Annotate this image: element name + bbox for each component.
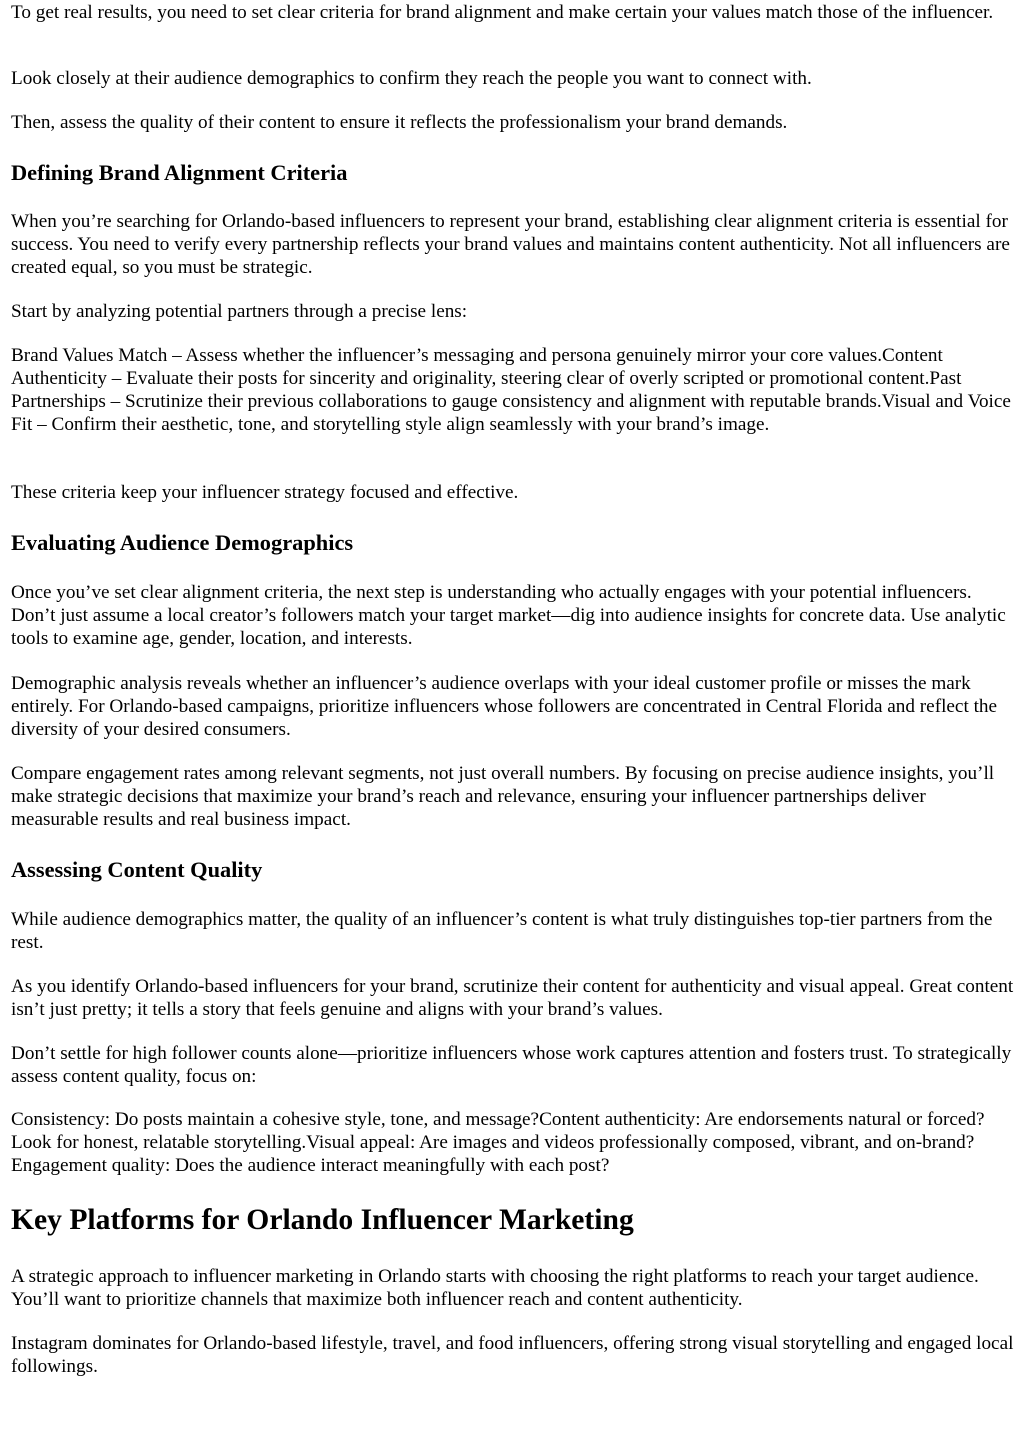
paragraph-identify-influencers: As you identify Orlando-based influencers for your brand, scrutinize their content for authenticity and visual appeal. Great content isn’t just pretty; it tells a story that feels genuine and aligns with your brand’s values.	[11, 976, 1014, 1020]
paragraph-follower-counts: Don’t settle for high follower counts alone—prioritize influencers whose work captures attention and fosters trust. To strategically assess content quality, focus on:	[11, 1043, 1012, 1087]
heading-content-quality: Assessing Content Quality	[11, 857, 263, 882]
paragraph-instagram: Instagram dominates for Orlando-based lifestyle, travel, and food influencers, offering strong visual storytelling and engaged local followings.	[11, 1333, 1014, 1377]
heading-audience-demographics: Evaluating Audience Demographics	[11, 530, 354, 555]
paragraph-audience-engagement: Once you’ve set clear alignment criteria, the next step is understanding who actually engages with your potential influencers. Don’t just assume a local creator’s followers match your target market—dig into audience insights for concrete data. Use analytic tools to examine age, gender, location, and interests.	[11, 582, 1006, 649]
paragraph-intro: To get real results, you need to set clear criteria for brand alignment and make certain your values match those of the influencer.	[11, 2, 994, 23]
paragraph-quality-intro: Then, assess the quality of their content to ensure it reflects the professionalism your brand demands.	[11, 112, 788, 133]
paragraph-engagement-rates: Compare engagement rates among relevant segments, not just overall numbers. By focusing on precise audience insights, you’ll make strategic decisions that maximize your brand’s reach and relevance, ensuring your influencer partnerships deliver measurable results and real business impact.	[11, 763, 995, 830]
heading-brand-alignment: Defining Brand Alignment Criteria	[11, 160, 348, 185]
paragraph-criteria-list: Brand Values Match – Assess whether the influencer’s messaging and persona genuinely mirror your core values.Content Authenticity – Evaluate their posts for sincerity and originality, steering clear of overly scripted or promotional content.Past Partnerships – Scrutinize their previous collaborations to gauge consistency and alignment with reputable brands.Visual and Voice Fit – Confirm their aesthetic, tone, and storytelling style align seamlessly with your brand’s image.	[11, 345, 1011, 435]
paragraph-criteria-summary: These criteria keep your influencer strategy focused and effective.	[11, 482, 519, 503]
paragraph-demographic-analysis: Demographic analysis reveals whether an influencer’s audience overlaps with your ideal customer profile or misses the mark entirely. For Orlando-based campaigns, prioritize influencers whose followers are concentrated in Central Florida and reflect the diversity of your desired consumers.	[11, 673, 998, 740]
paragraph-demographics-intro: Look closely at their audience demographics to confirm they reach the people you want to connect with.	[11, 68, 812, 89]
paragraph-alignment-criteria: When you’re searching for Orlando-based influencers to represent your brand, establishing clear alignment criteria is essential for success. You need to verify every partnership reflects your brand values and maintains content authenticity. Not all influencers are created equal, so you must be strategic.	[11, 211, 1010, 278]
paragraph-quality-matters: While audience demographics matter, the quality of an influencer’s content is what truly distinguishes top-tier partners from the rest.	[11, 909, 993, 953]
heading-key-platforms: Key Platforms for Orlando Influencer Marketing	[11, 1204, 634, 1236]
paragraph-quality-checklist: Consistency: Do posts maintain a cohesive style, tone, and message?Content authenticity: Are endorsements natural or forced? Look for honest, relatable storytelling.Visual appeal: Are images and videos professionally composed, vibrant, and on-brand?Engagement quality: Does the audience interact meaningfully with each post?	[11, 1109, 985, 1176]
paragraph-precise-lens: Start by analyzing potential partners through a precise lens:	[11, 301, 468, 322]
paragraph-strategic-approach: A strategic approach to influencer marketing in Orlando starts with choosing the right platforms to reach your target audience. You’ll want to prioritize channels that maximize both influencer reach and content authenticity.	[11, 1266, 979, 1310]
